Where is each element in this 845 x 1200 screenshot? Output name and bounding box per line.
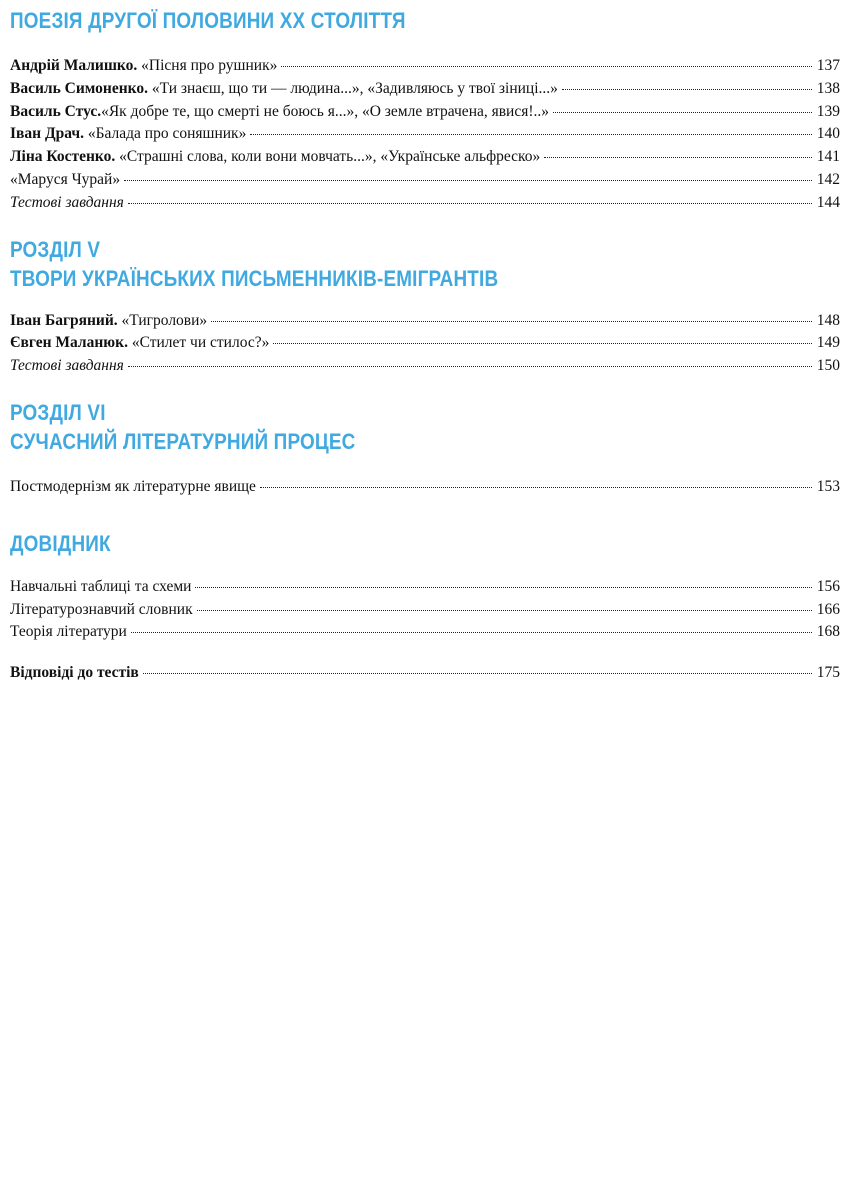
page-number: 156	[816, 577, 840, 595]
toc-entry[interactable]	[10, 123, 840, 146]
entry-title: «Тигролови»	[117, 311, 208, 329]
entry-author: Ліна Костенко.	[10, 148, 116, 166]
heading-line: СУЧАСНИЙ ЛІТЕРАТУРНИЙ ПРОЦЕС	[10, 428, 356, 454]
entry-title: Навчальні таблиці та схеми	[10, 577, 192, 595]
toc-entries	[10, 55, 840, 215]
dot-leader	[143, 673, 812, 674]
entry-title: Теорія літератури	[10, 623, 127, 641]
dot-leader	[553, 112, 812, 113]
page-number: 148	[816, 311, 840, 329]
entry-author: Василь Симоненко.	[10, 79, 148, 97]
table-of-contents	[10, 6, 840, 695]
entry-title: «Стилет чи стилос?»	[127, 334, 270, 352]
page-number: 149	[816, 334, 840, 352]
toc-entry[interactable]	[10, 310, 840, 333]
toc-entry-answers[interactable]	[10, 662, 840, 685]
dot-leader	[128, 366, 812, 367]
dot-leader	[281, 66, 812, 67]
toc-entry-tests[interactable]	[10, 355, 840, 378]
entry-title: Відповіді до тестів	[10, 664, 139, 682]
page-number: 166	[816, 600, 840, 618]
heading-line: ДОВІДНИК	[10, 530, 111, 556]
toc-entry[interactable]	[10, 146, 840, 169]
heading-line: ТВОРИ УКРАЇНСЬКИХ ПИСЬМЕННИКІВ-ЕМІГРАНТІВ	[10, 265, 499, 291]
entry-author: Євген Маланюк.	[10, 334, 128, 352]
toc-entry-tests[interactable]	[10, 192, 840, 215]
toc-entries	[10, 476, 840, 499]
heading-line: РОЗДІЛ VI	[10, 399, 106, 425]
page-number: 175	[816, 664, 840, 682]
entry-author: Василь Стус.	[10, 102, 102, 120]
page-number: 153	[816, 477, 840, 495]
section-heading	[10, 6, 724, 35]
toc-entry[interactable]	[10, 55, 840, 78]
entry-title: «Маруся Чурай»	[10, 170, 121, 188]
answers-block	[10, 662, 840, 685]
page-number: 168	[816, 623, 840, 641]
page-number: 139	[816, 102, 840, 120]
toc-entries	[10, 576, 840, 644]
page-number: 138	[816, 79, 840, 97]
heading-line: РОЗДІЛ V	[10, 236, 101, 262]
entry-author: Іван Драч.	[10, 125, 84, 143]
entry-title: Тестові завдання	[10, 193, 124, 211]
dot-leader	[250, 134, 812, 135]
section-heading	[10, 398, 724, 456]
entry-title: «Ти знаєш, що ти — людина...», «Задивляюсь у твої зіниці...»	[148, 79, 558, 97]
entry-title: Тестові завдання	[10, 357, 124, 375]
entry-title: «Балада про соняшник»	[84, 125, 247, 143]
dot-leader	[124, 180, 812, 181]
toc-entries	[10, 310, 840, 378]
entry-title: «Пісня про рушник»	[137, 57, 278, 74]
section-poetry-20th-century	[10, 6, 840, 215]
dot-leader	[197, 610, 812, 611]
page-number: 142	[816, 170, 840, 188]
dot-leader	[131, 632, 812, 633]
toc-entry[interactable]	[10, 332, 840, 355]
page-number: 141	[816, 148, 840, 166]
toc-entry[interactable]	[10, 476, 840, 499]
heading-line: ПОЕЗІЯ ДРУГОЇ ПОЛОВИНИ XX СТОЛІТТЯ	[10, 8, 406, 33]
toc-entry[interactable]	[10, 599, 840, 622]
dot-leader	[562, 89, 812, 90]
dot-leader	[544, 157, 812, 158]
toc-entry[interactable]	[10, 169, 840, 192]
entry-title: «Як добре те, що смерті не боюсь я...», «О земле втрачена, явися!..»	[101, 102, 550, 120]
entry-author: Іван Багряний.	[10, 311, 118, 329]
section-6-modern-literary-process	[10, 398, 840, 499]
toc-entry[interactable]	[10, 621, 840, 644]
dot-leader	[211, 321, 812, 322]
page-number: 144	[816, 193, 840, 211]
dot-leader	[128, 203, 812, 204]
toc-entry[interactable]	[10, 101, 840, 124]
toc-entry[interactable]	[10, 576, 840, 599]
section-5-emigrant-writers	[10, 235, 840, 378]
dot-leader	[260, 487, 812, 488]
toc-entry[interactable]	[10, 78, 840, 101]
entry-author: Андрій Малишко.	[10, 57, 138, 74]
entry-title: «Страшні слова, коли вони мовчать...», «Українське альфреско»	[115, 148, 541, 166]
entry-title: Літературознавчий словник	[10, 600, 193, 618]
section-reference	[10, 529, 840, 685]
page-number: 150	[816, 357, 840, 375]
dot-leader	[195, 587, 812, 588]
section-heading	[10, 529, 724, 558]
entry-title: Постмодернізм як літературне явище	[10, 477, 256, 495]
section-heading	[10, 235, 724, 293]
page-number: 137	[816, 57, 840, 74]
dot-leader	[273, 343, 812, 344]
page-number: 140	[816, 125, 840, 143]
